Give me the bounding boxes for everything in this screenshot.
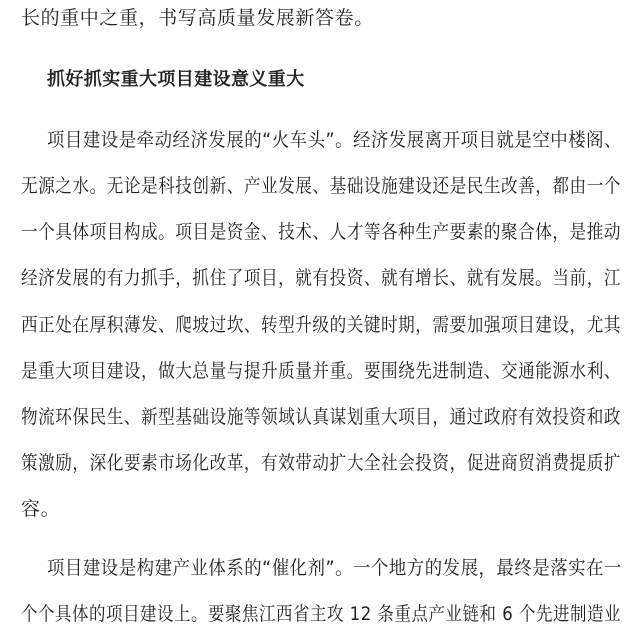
paragraph-2-line: 项目建设是构建产业体系的“催化剂”。一个地方的发展，最终是落实在一 <box>47 557 622 579</box>
paragraph-1-line: 西正处在厚积薄发、爬坡过坎、转型升级的关键时期，需要加强项目建设，尤其 <box>21 314 621 336</box>
section-heading: 抓好抓实重大项目建设意义重大 <box>47 69 305 90</box>
paragraph-1-line: 一个具体项目构成。项目是资金、技术、人才等各种生产要素的聚合体，是推动 <box>21 221 621 243</box>
paragraph-1-line: 容。 <box>21 498 61 520</box>
paragraph-1-line: 经济发展的有力抓手，抓住了项目，就有投资、就有增长、就有发展。当前，江 <box>21 267 621 289</box>
intro-tail-text: 长的重中之重，书写高质量发展新答卷。 <box>21 7 374 29</box>
paragraph-1-line: 是重大项目建设，做大总量与提升质量并重。要围绕先进制造、交通能源水利、 <box>21 360 621 382</box>
paragraph-2-line: 个个具体的项目建设上。要聚焦江西省主攻 12 条重点产业链和 6 个先进制造业 <box>21 603 621 625</box>
paragraph-1-line: 物流环保民生、新型基础设施等领域认真谋划重大项目，通过政府有效投资和政 <box>21 406 621 428</box>
paragraph-1-line: 无源之水。无论是科技创新、产业发展、基础设施建设还是民生改善，都由一个 <box>21 175 621 197</box>
paragraph-1-line: 策激励，深化要素市场化改革，有效带动扩大全社会投资，促进商贸消费提质扩 <box>21 452 621 474</box>
paragraph-1-line: 项目建设是牵动经济发展的“火车头”。经济发展离开项目就是空中楼阁、 <box>47 129 622 151</box>
